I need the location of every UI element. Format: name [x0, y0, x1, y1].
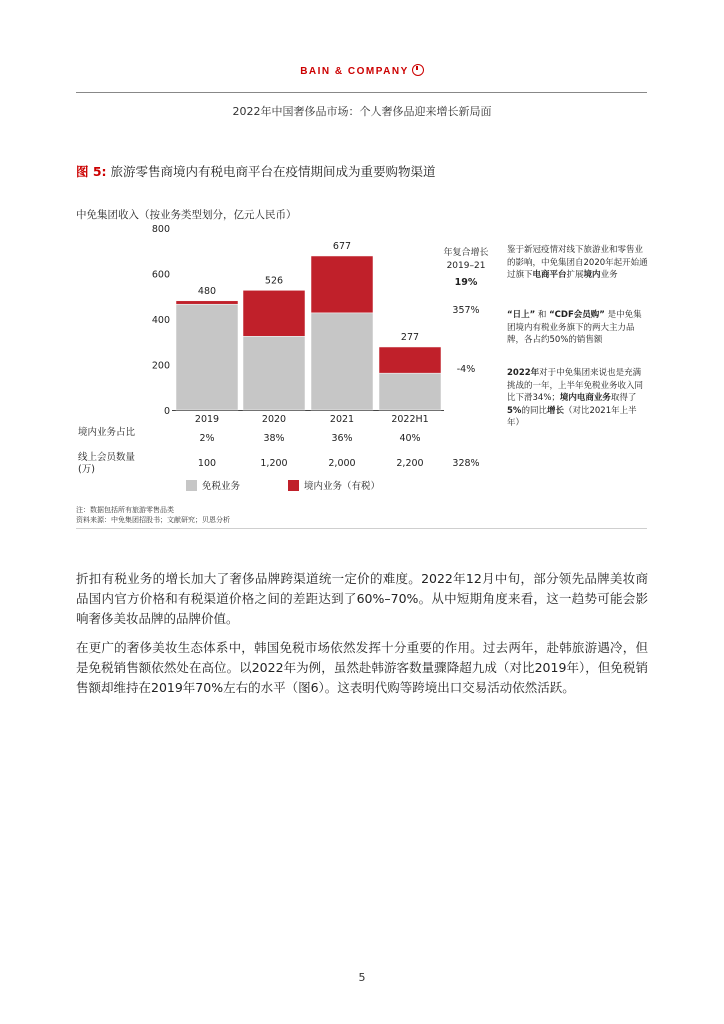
sidebar-bold: 电商平台 [532, 270, 567, 280]
row-label-online-members-unit: (万) [78, 464, 95, 475]
sidebar-paragraph-3 [507, 367, 649, 430]
y-tick-label: 400 [151, 315, 170, 326]
legend-swatch [186, 480, 197, 491]
cagr-total: 19% [454, 277, 478, 288]
data-rows [78, 426, 480, 475]
sidebar-text: 鉴于新冠疫情对线下旅游业和零售业的影响，中免集团自2020年起开始通过旗下 [507, 245, 648, 280]
bar-total-label: 526 [264, 275, 284, 287]
row-label-online-members: 线上会员数量 [78, 452, 136, 463]
chart-subtitle: 中免集团收入（按业务类型划分，亿元人民币） [76, 209, 297, 221]
legend-label: 境内业务（有税） [304, 481, 381, 492]
x-tick-label: 2022H1 [391, 414, 429, 425]
legend-label: 免税业务 [202, 481, 241, 492]
bar-segment-domestic [176, 301, 238, 304]
chart-note: 注：数据包括所有旅游零售品类 [76, 506, 174, 514]
bar-total-label: 277 [400, 331, 420, 343]
y-tick-label: 800 [151, 224, 170, 235]
bar-segment-duty-free [311, 313, 373, 410]
bar-total-label: 677 [332, 240, 352, 252]
report-title: 2022年中国奢侈品市场：个人奢侈品迎来增长新局面 [232, 105, 492, 118]
y-tick-label: 0 [163, 406, 170, 417]
domestic-share-value: 2% [199, 433, 215, 444]
brand-name: BAIN & COMPANY [300, 66, 409, 77]
sidebar-text: （对比2021年上半年） [507, 405, 637, 428]
sidebar-bold: 境内 [583, 270, 601, 280]
bar-segment-domestic [243, 290, 305, 336]
sidebar-bold: “CDF会员购” [549, 310, 605, 320]
notes-divider [76, 528, 647, 529]
page-number: 5 [358, 971, 366, 984]
row-label-domestic-share: 境内业务占比 [78, 427, 136, 438]
sidebar-text: 是中免集团境内有税业务旗下的两大主力品牌，各占约50%的销售额 [507, 310, 642, 345]
y-tick-label: 600 [151, 269, 170, 281]
sidebar-text: 业务 [600, 270, 618, 280]
online-members-value: 2,200 [396, 458, 424, 469]
bar-total-label: 480 [197, 285, 217, 297]
x-tick-label: 2019 [194, 414, 220, 425]
sidebar-bold: “日上” [507, 310, 536, 320]
domestic-share-value: 40% [399, 433, 421, 444]
bar-segment-domestic [311, 256, 373, 313]
body-paragraph-1: 折扣有税业务的增长加大了奢侈品牌跨渠道统一定价的难度。2022年12月中旬，部分领先品牌美妆商品国内官方价格和有税渠道价格之间的差距达到了60%–70%。从中短期角度来看，这一趋势可能会影响奢侈美妆品牌的品牌价值。 [76, 571, 648, 626]
body-paragraph-2: 在更广的奢侈美妆生态体系中，韩国免税市场依然发挥十分重要的作用。过去两年，赴韩旅游遇冷，但是免税销售额依然处在高位。以2022年为例，虽然赴韩游客数量骤降超九成（对比2019年），但免税销售额却维持在2019年70%左右的水平（图6）。这表明代购等跨境出口交易活动依然活跃。 [76, 640, 648, 695]
sidebar-bold: 5% [507, 405, 522, 416]
sidebar-bold: 增长 [546, 405, 564, 416]
legend [186, 480, 380, 492]
figure-label: 图 5: [76, 164, 107, 179]
domestic-share-value: 36% [331, 433, 353, 444]
online-members-value: 2,000 [328, 458, 356, 469]
online-members-cagr: 328% [452, 458, 480, 469]
cagr-column [443, 246, 488, 375]
sidebar-text: 的同比 [521, 405, 547, 416]
bar-segment-domestic [379, 347, 441, 373]
bar-segment-duty-free [176, 304, 238, 410]
cagr-period: 2019–21 [446, 261, 486, 271]
cagr-header: 年复合增长 [443, 248, 489, 258]
sidebar-bold: 境内电商业务 [559, 393, 611, 403]
domestic-share-value: 38% [263, 433, 285, 444]
y-tick-label: 200 [151, 360, 170, 372]
sidebar-text: 扩展 [566, 270, 584, 280]
cagr-series-value: 357% [452, 305, 480, 316]
online-members-value: 1,200 [260, 458, 288, 469]
sidebar-text: 取得了 [610, 393, 637, 403]
bar-segment-duty-free [379, 373, 441, 410]
sidebar-paragraph-2 [507, 309, 649, 347]
legend-swatch [288, 480, 299, 491]
cagr-series-value: -4% [456, 364, 476, 375]
sidebar-paragraph-1 [507, 244, 649, 282]
figure-title-text: 旅游零售商境内有税电商平台在疫情期间成为重要购物渠道 [106, 164, 436, 179]
x-tick-label: 2021 [329, 414, 355, 425]
sidebar-text: 对于中免集团来说也是充满挑战的一年，上半年免税业务收入同比下滑34%； [507, 368, 644, 403]
sidebar-bold: 2022年 [507, 368, 540, 378]
x-tick-label: 2020 [261, 414, 287, 425]
sidebar-text: 和 [535, 310, 550, 320]
online-members-value: 100 [197, 458, 217, 469]
chart-source: 资料来源：中免集团招股书；文献研究；贝恩分析 [76, 516, 230, 524]
bar-segment-duty-free [243, 336, 305, 410]
